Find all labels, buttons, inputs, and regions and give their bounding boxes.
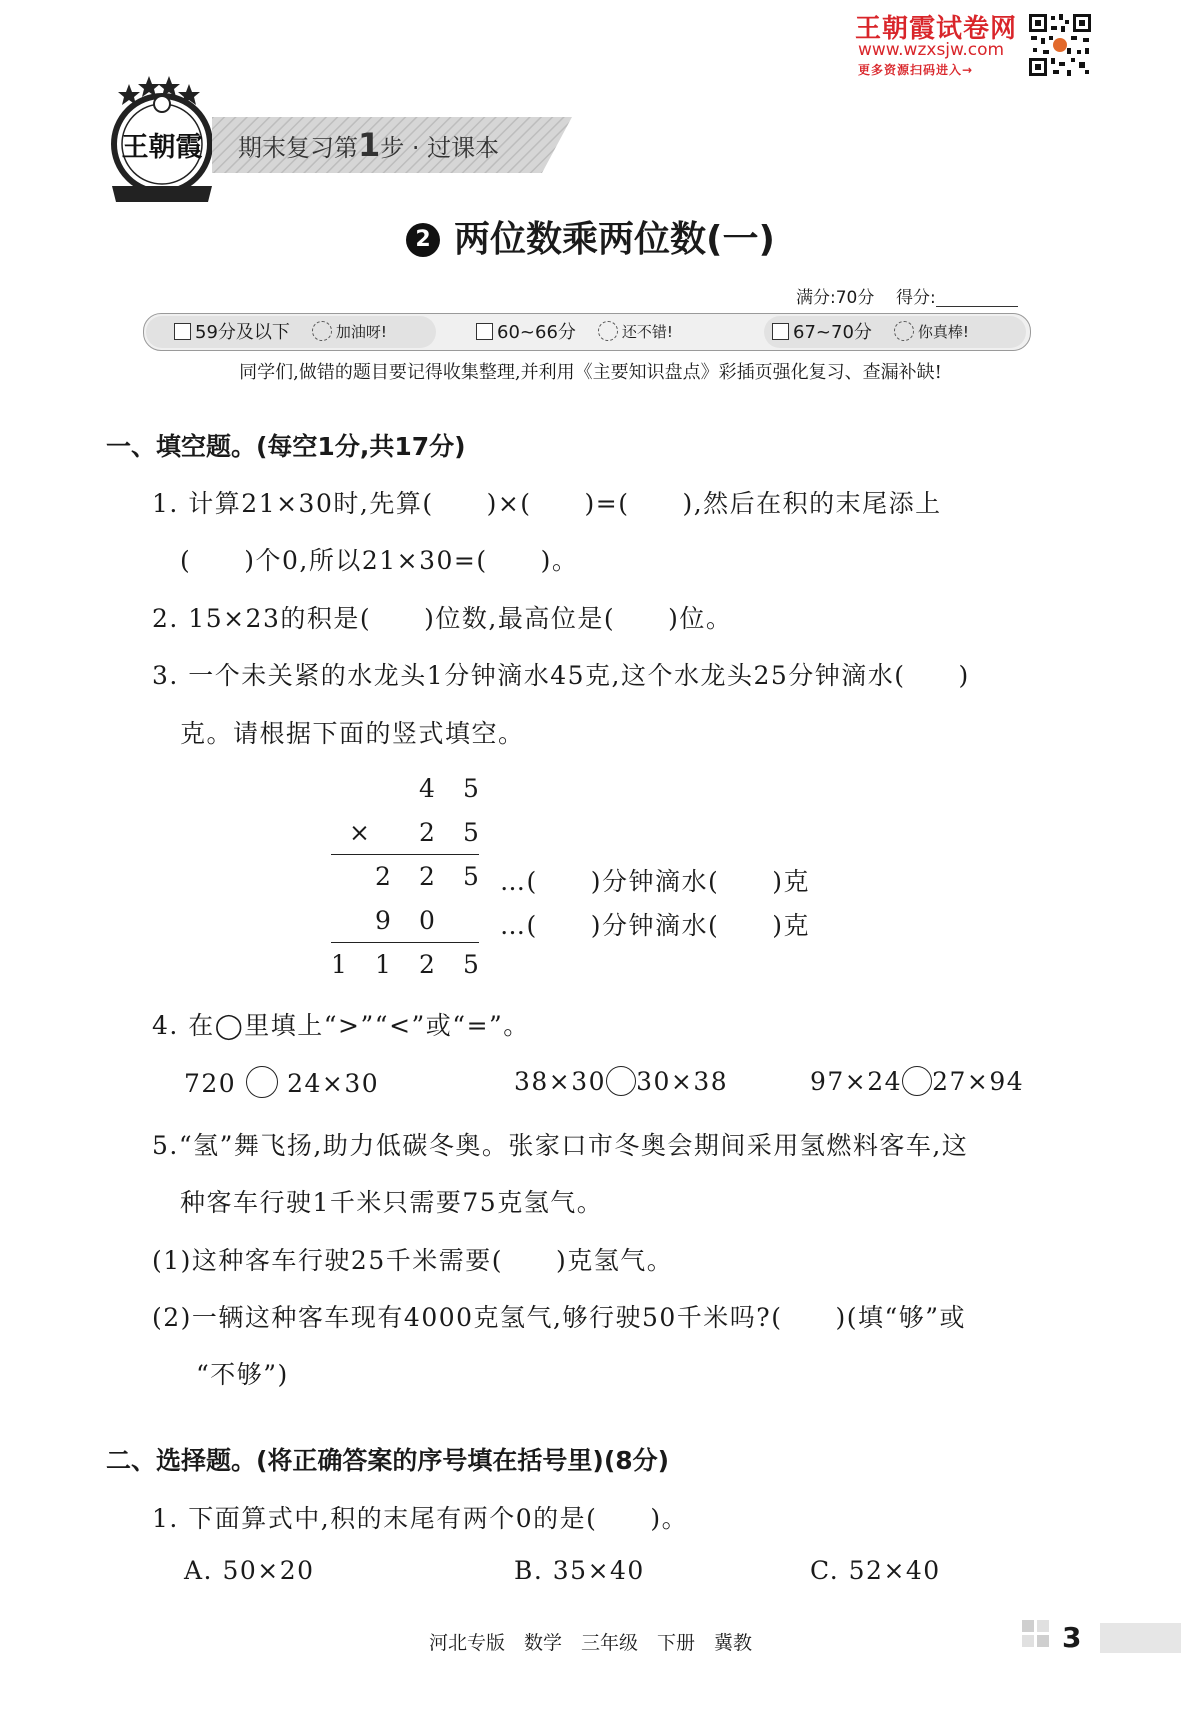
digit: 2 bbox=[419, 862, 435, 891]
section-heading: 一、填空题。(每空1分,共17分) bbox=[106, 432, 466, 461]
grade-option: 59分及以下 加油呀! bbox=[174, 318, 387, 344]
score-line bbox=[796, 283, 1018, 308]
brand-name: 王朝霞试卷网 bbox=[855, 14, 1018, 44]
compare-circle[interactable] bbox=[246, 1066, 278, 1098]
face-icon bbox=[598, 321, 618, 341]
question-5-sub2-line1: (2)一辆这种客车现有4000克氢气,够行驶50千米吗?( )(填“够”或 bbox=[152, 1303, 967, 1332]
option-c[interactable]: C. 52×40 bbox=[810, 1556, 941, 1585]
question-5-sub2-line2: “不够”) bbox=[196, 1360, 289, 1389]
digit: 2 bbox=[419, 950, 435, 979]
question-3-line2: 克。请根据下面的竖式填空。 bbox=[180, 719, 525, 748]
grade-option: 67~70分 你真棒! bbox=[772, 318, 969, 344]
digit: 2 bbox=[375, 862, 391, 891]
compare-item-3: 97×24 27×94 bbox=[810, 1067, 1025, 1096]
digit: 5 bbox=[463, 950, 479, 979]
full-score-label: 满分:70分 bbox=[796, 288, 875, 308]
brand-url[interactable]: www.wzxsjw.com bbox=[858, 40, 1005, 60]
page-title: 2 两位数乘两位数(一) bbox=[0, 211, 1181, 262]
vertical-note-1: …( )分钟滴水( )克 bbox=[500, 867, 811, 896]
compare-item-1: 720 24×30 bbox=[184, 1066, 379, 1098]
question-5-line2: 种客车行驶1千米只需要75克氢气。 bbox=[180, 1188, 604, 1217]
question-1-line1: 1. 计算21×30时,先算( )×( )=( ),然后在积的末尾添上 bbox=[152, 489, 942, 518]
page-corner-decor-icon bbox=[1022, 1620, 1052, 1650]
compare-circle[interactable] bbox=[902, 1066, 932, 1096]
digit: 1 bbox=[375, 950, 391, 979]
face-icon bbox=[894, 321, 914, 341]
digit: 5 bbox=[463, 862, 479, 891]
title-number-badge: 2 bbox=[406, 223, 440, 257]
checkbox[interactable] bbox=[174, 323, 191, 340]
compare-circle[interactable] bbox=[606, 1066, 636, 1096]
page-number: 3 bbox=[1062, 1621, 1082, 1654]
qr-code-icon[interactable] bbox=[1027, 12, 1093, 78]
multiply-sign: × bbox=[349, 818, 370, 847]
section-heading: 二、选择题。(将正确答案的序号填在括号里)(8分) bbox=[106, 1446, 670, 1475]
step-banner-text: 期末复习第1步 · 过课本 bbox=[238, 126, 500, 164]
option-a[interactable]: A. 50×20 bbox=[184, 1556, 315, 1585]
rule-line bbox=[331, 854, 479, 855]
question-2: 2. 15×23的积是( )位数,最高位是( )位。 bbox=[152, 604, 733, 633]
digit: 2 bbox=[419, 818, 435, 847]
brand-cta: 更多资源扫码进入→ bbox=[858, 63, 974, 77]
score-label: 得分: bbox=[895, 288, 936, 308]
reminder-text: 同学们,做错的题目要记得收集整理,并利用《主要知识盘点》彩插页强化复习、查漏补缺! bbox=[239, 362, 942, 383]
checkbox[interactable] bbox=[772, 323, 789, 340]
digit: 1 bbox=[331, 950, 347, 979]
question-5-sub1: (1)这种客车行驶25千米需要( )克氢气。 bbox=[152, 1246, 674, 1275]
score-blank[interactable] bbox=[936, 288, 1018, 307]
face-icon bbox=[312, 321, 332, 341]
digit: 0 bbox=[419, 906, 435, 935]
compare-item-2: 38×30 30×38 bbox=[514, 1067, 729, 1096]
digit: 5 bbox=[463, 818, 479, 847]
page-bar bbox=[1100, 1623, 1181, 1653]
digit: 9 bbox=[375, 906, 391, 935]
checkbox[interactable] bbox=[476, 323, 493, 340]
option-b[interactable]: B. 35×40 bbox=[514, 1556, 645, 1585]
question-s2-1: 1. 下面算式中,积的末尾有两个0的是( )。 bbox=[152, 1504, 689, 1533]
footer-text: 河北专版 数学 三年级 下册 冀教 bbox=[428, 1632, 752, 1654]
rule-line bbox=[331, 942, 479, 943]
vertical-note-2: …( )分钟滴水( )克 bbox=[500, 911, 811, 940]
question-3-line1: 3. 一个未关紧的水龙头1分钟滴水45克,这个水龙头25分钟滴水( ) bbox=[152, 661, 970, 690]
digit: 4 bbox=[419, 774, 435, 803]
question-4: 4. 在◯里填上“>”“<”或“=”。 bbox=[152, 1011, 530, 1040]
publisher-logo bbox=[106, 74, 218, 206]
digit: 5 bbox=[463, 774, 479, 803]
grade-option: 60~66分 还不错! bbox=[476, 318, 673, 344]
question-5-line1: 5.“氢”舞飞扬,助力低碳冬奥。张家口市冬奥会期间采用氢燃料客车,这 bbox=[152, 1131, 969, 1160]
logo-text: 王朝霞 bbox=[121, 132, 203, 163]
question-1-line2: ( )个0,所以21×30=( )。 bbox=[180, 546, 579, 575]
